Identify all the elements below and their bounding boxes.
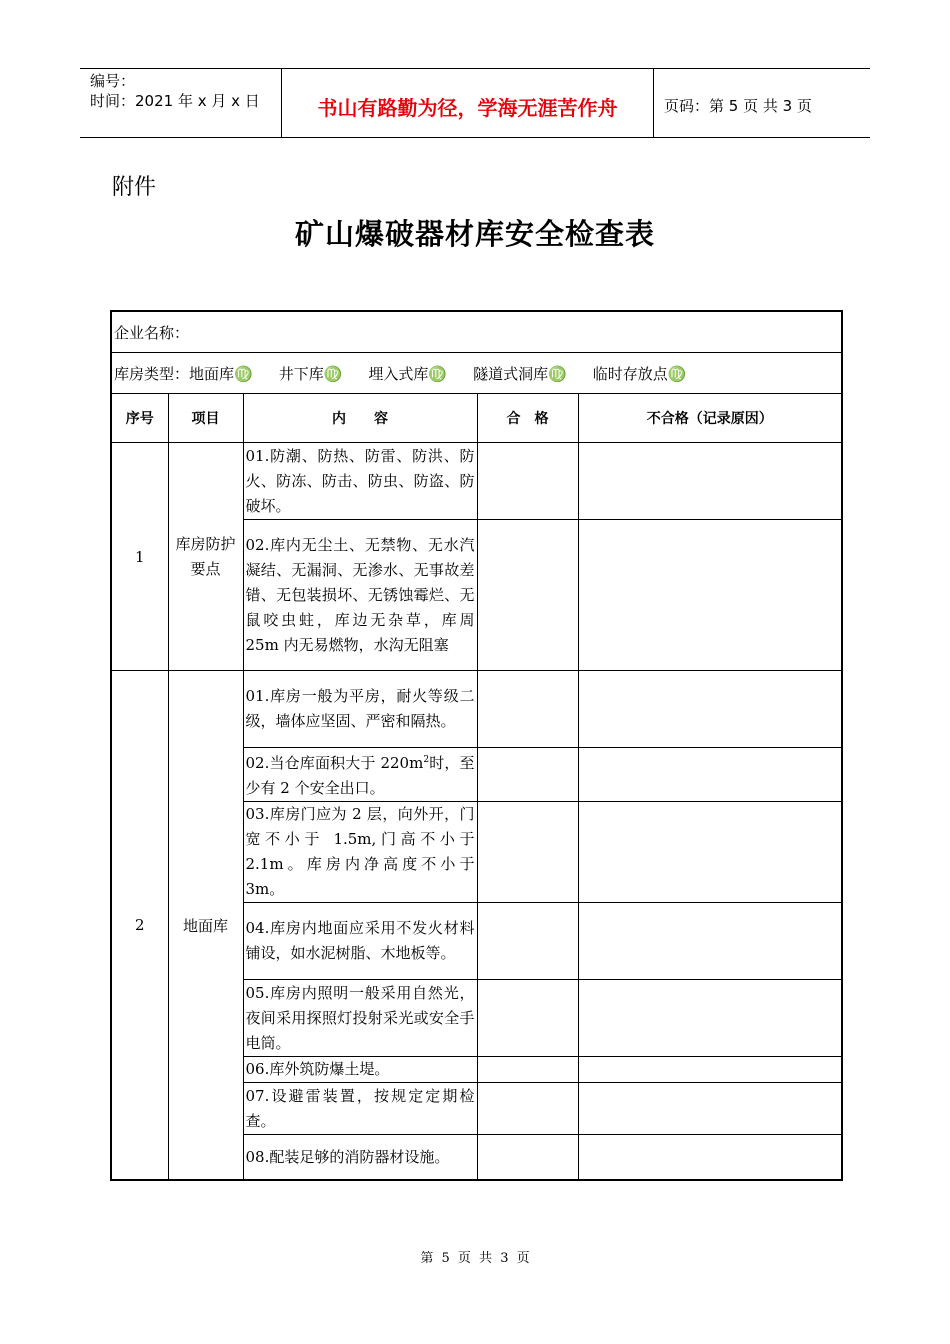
- fail-cell[interactable]: [578, 1135, 842, 1181]
- col-item: 项目: [168, 394, 243, 443]
- pass-cell[interactable]: [477, 671, 578, 748]
- type-option-buried[interactable]: 埋入式库♍: [368, 364, 448, 383]
- section-item: 库房防护要点: [168, 443, 243, 671]
- motto: 书山有路勤为径，学海无涯苦作舟: [281, 69, 654, 137]
- section-item: 地面库: [168, 671, 243, 1181]
- fail-cell[interactable]: [578, 1057, 842, 1083]
- company-row: [111, 311, 842, 353]
- time-label: 时间：2021 年 x 月 x 日: [90, 92, 260, 110]
- type-option-temporary[interactable]: 临时存放点♍: [592, 364, 687, 383]
- page-label: 页码：第 5 页 共 3 页: [664, 96, 812, 115]
- content-cell: 08.配装足够的消防器材设施。: [243, 1135, 477, 1181]
- fail-cell[interactable]: [578, 443, 842, 520]
- type-option-tunnel[interactable]: 隧道式洞库♍: [473, 364, 567, 383]
- pass-cell[interactable]: [477, 1057, 578, 1083]
- pass-cell[interactable]: [477, 443, 578, 520]
- table-row: [111, 671, 842, 748]
- content-cell: 04.库房内地面应采用不发火材料铺设，如水泥树脂、木地板等。: [243, 903, 477, 980]
- table-header: [111, 394, 842, 443]
- warehouse-type-row: [111, 353, 842, 394]
- page-footer: 第 5 页 共 3 页: [420, 1251, 530, 1266]
- content-cell: 02.当仓库面积大于 $220m^2$时，至少有 2 个安全出口。: [243, 748, 477, 802]
- fail-cell[interactable]: [578, 903, 842, 980]
- safety-check-table: [110, 310, 843, 1181]
- pass-cell[interactable]: [477, 802, 578, 903]
- col-pass: 合 格: [477, 394, 578, 443]
- fail-cell[interactable]: [578, 802, 842, 903]
- content-cell: 01.防潮、防热、防雷、防洪、防火、防冻、防击、防虫、防盗、防破坏。: [243, 443, 477, 520]
- content-cell: 03.库房门应为 2 层，向外开，门宽不小于 1.5m,门高不小于 2.1m。库房内净高度不小于 3m。: [243, 802, 477, 903]
- fail-cell[interactable]: [578, 520, 842, 671]
- fail-cell[interactable]: [578, 1083, 842, 1135]
- pass-cell[interactable]: [477, 1135, 578, 1181]
- page-header: [80, 68, 870, 138]
- pass-cell[interactable]: [477, 980, 578, 1057]
- section-no: 1: [111, 443, 168, 671]
- col-fail: 不合格（记录原因）: [578, 394, 842, 443]
- content-cell: 05.库房内照明一般采用自然光，夜间采用探照灯投射采光或安全手电筒。: [243, 980, 477, 1057]
- type-option-ground[interactable]: 地面库♍: [189, 364, 253, 383]
- fail-cell[interactable]: [578, 748, 842, 802]
- content-cell: 02.库内无尘土、无禁物、无水汽凝结、无漏洞、无渗水、无事故差错、无包装损坏、无锈蚀霉烂、无鼠咬虫蛀，库边无杂草，库周 25m 内无易燃物，水沟无阻塞: [243, 520, 477, 671]
- serial-label: 编号：: [90, 72, 136, 90]
- pass-cell[interactable]: [477, 748, 578, 802]
- fail-cell[interactable]: [578, 671, 842, 748]
- type-option-underground[interactable]: 井下库♍: [278, 364, 343, 383]
- attachment-label: 附件: [112, 175, 157, 200]
- col-content: 内 容: [243, 394, 477, 443]
- fail-cell[interactable]: [578, 980, 842, 1057]
- document-title: 矿山爆破器材库安全检查表: [294, 217, 655, 251]
- content-cell: 07.设避雷装置，按规定定期检查。: [243, 1083, 477, 1135]
- warehouse-type-label: 库房类型：: [114, 364, 190, 383]
- pass-cell[interactable]: [477, 903, 578, 980]
- pass-cell[interactable]: [477, 520, 578, 671]
- table-row: [111, 443, 842, 520]
- section-no: 2: [111, 671, 168, 1181]
- pass-cell[interactable]: [477, 1083, 578, 1135]
- content-cell: 01.库房一般为平房，耐火等级二级，墙体应坚固、严密和隔热。: [243, 671, 477, 748]
- content-cell: 06.库外筑防爆土堤。: [243, 1057, 477, 1083]
- col-no: 序号: [111, 394, 168, 443]
- header-meta: [80, 69, 281, 137]
- company-label: 企业名称：: [111, 311, 842, 353]
